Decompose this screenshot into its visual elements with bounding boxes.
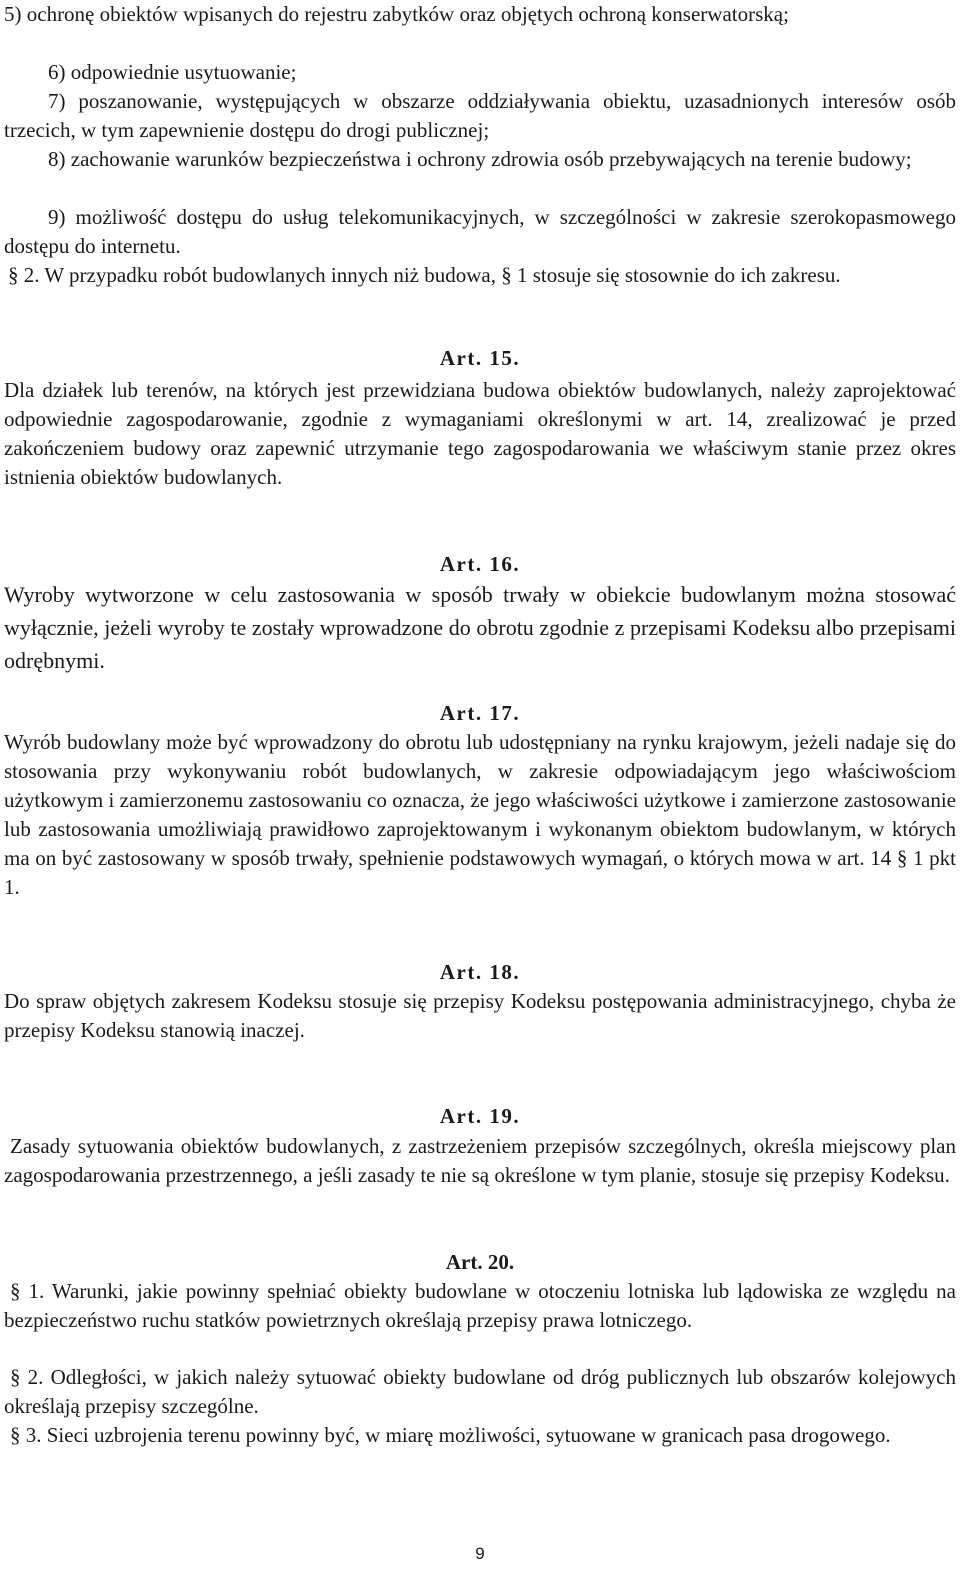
list-item-7: 7) poszanowanie, występujących w obszarze oddziaływania obiektu, uzasadnionych interesów osób trzecich, w tym zapewnienie dostępu do drogi publicznej; [4, 89, 956, 142]
article-heading-16: Art. 16. [439, 552, 521, 576]
article-20-section-1: § 1. Warunki, jakie powinny spełniać obiekty budowlane w otoczeniu lotniska lub lądowiska ze względu na bezpieczeństwo ruchu statków powietrznych określają przepisy prawa lotniczego. [4, 1279, 956, 1332]
page-number: 9 [475, 1544, 485, 1563]
article-text-19: Zasady sytuowania obiektów budowlanych, z zastrzeżeniem przepisów szczególnych, określa miejscowy plan zagospodarowania przestrzennego, a jeśli zasady te nie są określone w tym planie, stosuje się przepisy Kodeksu. [4, 1134, 956, 1187]
article-text-17: Wyrób budowlany może być wprowadzony do obrotu lub udostępniany na rynku krajowym, jeżeli nadaje się do stosowania przy wykonywaniu robót budowlanych, w zakresie odpowiadającym jego właściwościom użytkowym i zamierzonemu zastosowaniu co oznacza, że jego właściwości użytkowe i zamierzone zastosowanie lub zastosowania umożliwiają prawidłowo zaprojektowanym i wykonanym obiektom budowlanym, w których ma on być zastosowany w sposób trwały, spełnienie podstawowych wymagań, o których mowa w art. 14 § 1 pkt 1. [4, 730, 956, 899]
article-heading-18: Art. 18. [439, 960, 521, 984]
article-20-section-3: § 3. Sieci uzbrojenia terenu powinny być, w miarę możliwości, sytuowane w granicach pasa drogowego. [10, 1423, 891, 1447]
list-item-5: 5) ochronę obiektów wpisanych do rejestru zabytków oraz objętych ochroną konserwatorską; [4, 2, 789, 26]
article-20-section-2: § 2. Odległości, w jakich należy sytuować obiekty budowlane od dróg publicznych lub obszarów kolejowych określają przepisy szczególne. [4, 1365, 956, 1418]
list-item-6: 6) odpowiednie usytuowanie; [48, 60, 297, 84]
article-text-18: Do spraw objętych zakresem Kodeksu stosuje się przepisy Kodeksu postępowania administracyjnego, chyba że przepisy Kodeksu stanowią inaczej. [4, 989, 956, 1042]
paragraph-section-2: § 2. W przypadku robót budowlanych innych niż budowa, § 1 stosuje się stosownie do ich zakresu. [8, 263, 841, 287]
article-text-15: Dla działek lub terenów, na których jest przewidziana budowa obiektów budowlanych, należy zaprojektować odpowiednie zagospodarowanie, zgodnie z wymaganiami określonymi w art. 14, zrealizować je przed zakończeniem budowy oraz zapewnić utrzymanie tego zagospodarowania we właściwym stanie przez okres istnienia obiektów budowlanych. [4, 378, 956, 489]
article-heading-15: Art. 15. [439, 346, 521, 370]
list-item-8: 8) zachowanie warunków bezpieczeństwa i ochrony zdrowia osób przebywających na terenie budowy; [48, 147, 912, 171]
article-heading-17: Art. 17. [439, 701, 521, 725]
list-item-9: 9) możliwość dostępu do usług telekomunikacyjnych, w szczególności w zakresie szerokopasmowego dostępu do internetu. [4, 205, 956, 258]
article-heading-20: Art. 20. [445, 1250, 515, 1274]
article-text-16: Wyroby wytworzone w celu zastosowania w sposób trwały w obiekcie budowlanym można stosować wyłącznie, jeżeli wyroby te zostały wprowadzone do obrotu zgodnie z przepisami Kodeksu albo przepisami odrębnymi. [4, 582, 956, 673]
article-heading-19: Art. 19. [439, 1104, 521, 1128]
